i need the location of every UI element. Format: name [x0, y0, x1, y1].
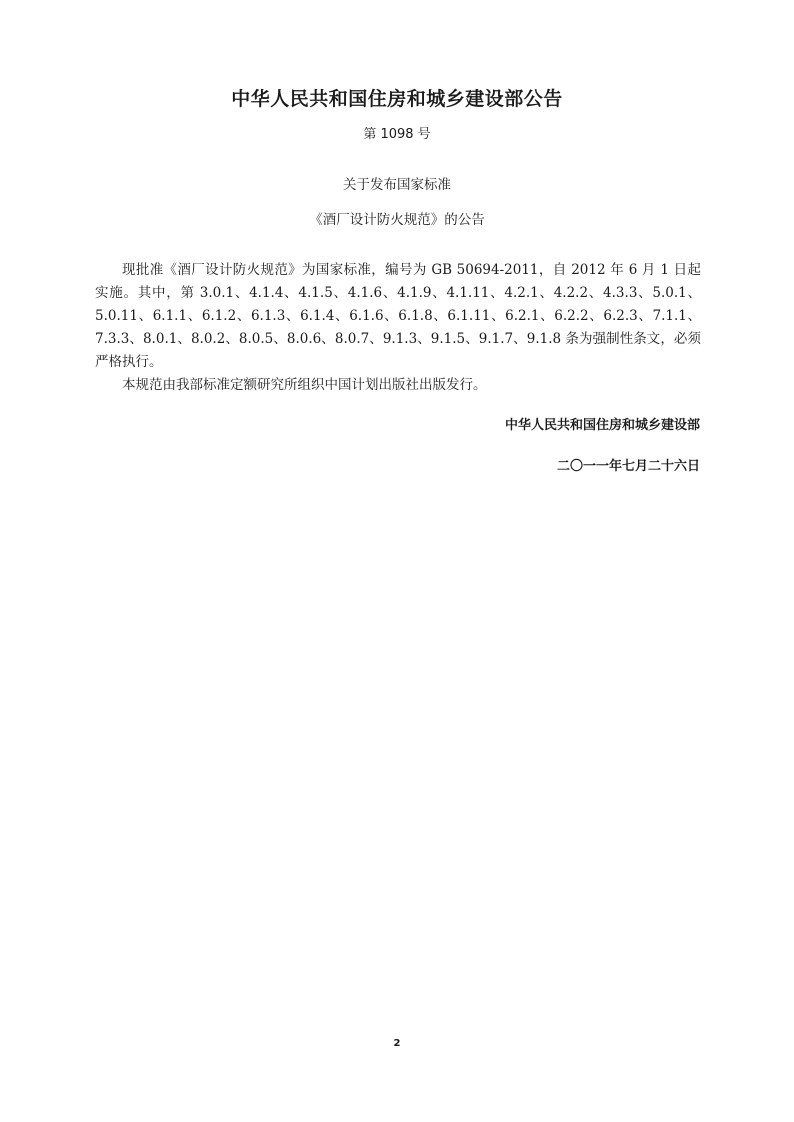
announcement-title: 中华人民共和国住房和城乡建设部公告 — [231, 88, 563, 110]
body-paragraph-1: 现批准《酒厂设计防火规范》为国家标准，编号为 GB 50694-2011，自 2012 年 6 月 1 日起实施。其中，第 3.0.1、4.1.4、4.1.5、4.1.6、4.1.9、4.1.11、4.2.1、4.2.2、4.3.3、5.0.1、5.0.11、6.1.1、6.1.2、6.1.3、6.1.4、6.1.6、6.1.8、6.1.11、6.2.1、6.2.2、6.2.3、7.1.1、7.3.3、8.0.1、8.0.2、8.0.5、8.0.6、8.0.7、9.1.3、9.1.5、9.1.7、9.1.8 条为强制性条文，必须严格执行。 — [95, 262, 701, 370]
subtitle-line-1: 关于发布国家标准 — [343, 177, 451, 193]
body-paragraph-2: 本规范由我部标准定额研究所组织中国计划出版社出版发行。 — [122, 377, 487, 393]
page-number: 2 — [393, 1038, 401, 1049]
signature-organization: 中华人民共和国住房和城乡建设部 — [504, 418, 700, 433]
subtitle-line-2: 《酒厂设计防火规范》的公告 — [309, 212, 485, 228]
announcement-body — [95, 259, 701, 397]
signature-date: 二〇一一年七月二十六日 — [556, 459, 700, 474]
announcement-number: 第 1098 号 — [363, 127, 431, 142]
